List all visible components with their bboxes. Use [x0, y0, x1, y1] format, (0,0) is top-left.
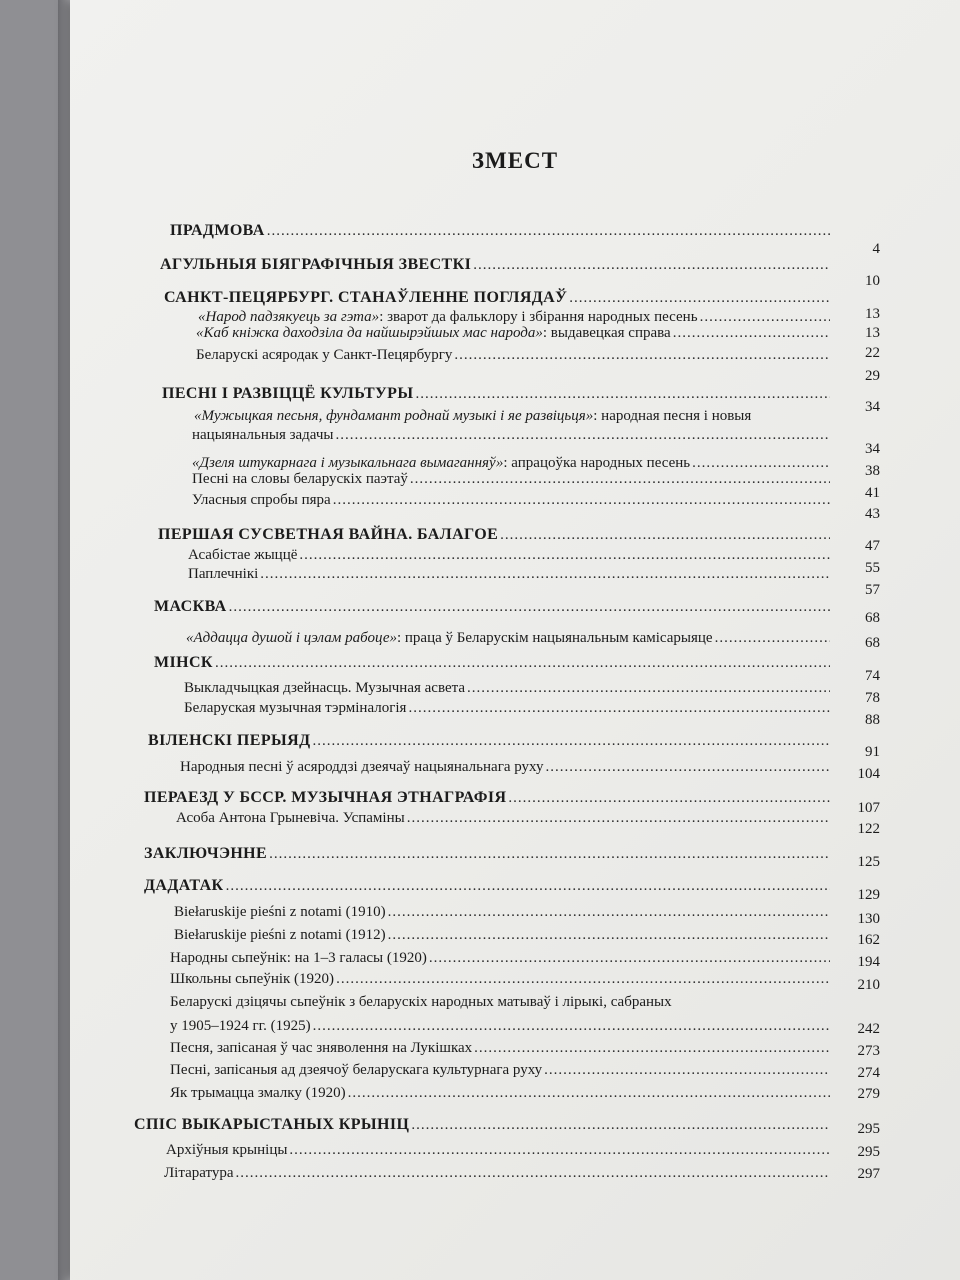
toc-entry-label: Народныя песні ў асяроддзі дзеячаў нацыянальнага руху	[180, 759, 544, 775]
toc-entry-label: Асабістае жыццё	[188, 547, 298, 563]
toc-entry	[166, 1141, 830, 1159]
toc-page-number: 130	[857, 911, 880, 927]
toc-entry-text	[164, 289, 567, 307]
toc-entry-italic-quote: «Каб кніжка даходзіла да найшырэйшых мас народа»	[196, 325, 543, 341]
toc-entry-text	[192, 426, 333, 444]
dot-leader	[388, 926, 830, 944]
dot-leader	[312, 732, 830, 750]
dot-leader	[546, 758, 831, 776]
toc-page-number: 273	[857, 1043, 880, 1059]
toc-entry-label: ПЕРШАЯ СУСВЕТНАЯ ВАЙНА. БАЛАГОЕ	[158, 526, 499, 543]
toc-entry-label: : народная песня і новыя	[593, 408, 752, 424]
dot-leader	[236, 1164, 830, 1182]
toc-entry	[194, 407, 830, 425]
toc-entry	[170, 1084, 830, 1102]
toc-entry	[170, 1017, 830, 1035]
toc-entry-text	[174, 903, 386, 921]
toc-page-number: 104	[857, 766, 880, 782]
toc-section-heading	[148, 732, 830, 750]
dot-leader	[673, 324, 830, 342]
toc-page-number: 13	[865, 306, 880, 322]
toc-entry-label: АГУЛЬНЫЯ БІЯГРАФІЧНЫЯ ЗВЕСТКІ	[160, 256, 472, 273]
dot-leader	[407, 809, 830, 827]
toc-entry-text	[192, 491, 331, 509]
toc-page-number: 47	[865, 538, 880, 554]
toc-section-heading	[158, 526, 830, 544]
dot-leader	[336, 970, 830, 988]
toc-entry-text	[170, 1061, 542, 1079]
toc-entry-label: Беларуская музычная тэрміналогія	[184, 700, 407, 716]
toc-entry-label: Песня, запісаная ў час зняволення на Лукішках	[170, 1040, 473, 1056]
toc-entry-label: Беларускі асяродак у Санкт-Пецярбургу	[196, 347, 453, 363]
dot-leader	[333, 491, 830, 509]
toc-entry-text	[196, 346, 452, 364]
toc-entry-text	[176, 809, 405, 827]
toc-page-number: 107	[857, 800, 880, 816]
toc-entry-label: МАСКВА	[154, 598, 227, 615]
dot-leader	[388, 903, 830, 921]
dot-leader	[229, 598, 830, 616]
toc-entry-label: : апрацоўка народных песень	[503, 455, 691, 471]
toc-entry-text	[170, 993, 672, 1011]
dot-leader	[500, 526, 830, 544]
toc-page-number: 125	[857, 854, 880, 870]
toc-entry-label: у 1905–1924 гг. (1925)	[170, 1018, 311, 1034]
toc-page-number: 242	[857, 1021, 880, 1037]
toc-entry-label: ДАДАТАК	[144, 877, 224, 894]
toc-entry-text	[180, 758, 544, 776]
toc-entry-label: Літаратура	[164, 1165, 234, 1181]
toc-page-number: 55	[865, 560, 880, 576]
toc-entry-text	[196, 324, 671, 342]
toc-entry	[176, 809, 830, 827]
toc-page-number: 194	[857, 954, 880, 970]
dot-leader	[569, 289, 830, 307]
toc-page-number: 38	[865, 463, 880, 479]
dot-leader	[473, 256, 830, 274]
toc-entry-text	[148, 732, 310, 750]
dot-leader	[415, 385, 830, 403]
dot-leader	[429, 949, 830, 967]
toc-page-number: 22	[865, 345, 880, 361]
toc-entry-text	[170, 970, 334, 988]
toc-page-number: 295	[857, 1121, 880, 1137]
toc-page-number: 122	[857, 821, 880, 837]
toc-entry	[196, 324, 830, 342]
toc-section-heading	[160, 256, 830, 274]
toc-entry-text	[194, 407, 751, 425]
toc-page-number: 297	[857, 1166, 880, 1182]
toc-section-heading	[162, 385, 830, 403]
toc-page-number: 29	[865, 368, 880, 384]
toc-entry	[188, 546, 830, 564]
toc-entry-text	[164, 1164, 234, 1182]
toc-section-heading	[164, 289, 830, 307]
toc-entry-label: Асоба Антона Грыневіча. Успаміны	[176, 810, 405, 826]
toc-entry-text	[170, 1039, 472, 1057]
dot-leader	[544, 1061, 830, 1079]
toc-page-number: 295	[857, 1144, 880, 1160]
dot-leader	[269, 845, 830, 863]
toc-entry-label: ЗАКЛЮЧЭННЕ	[144, 845, 268, 862]
toc-entry-text	[154, 654, 213, 672]
toc-entry-label: нацыянальныя задачы	[192, 427, 334, 443]
dot-leader	[348, 1084, 830, 1102]
toc-entry-text	[170, 222, 265, 240]
toc-entry	[196, 346, 830, 364]
toc-entry-label: Народны сьпеўнік: на 1–3 галасы (1920)	[170, 950, 427, 966]
toc-entry-label: : праца ў Беларускім нацыянальным камісарыяце	[396, 630, 713, 646]
toc-entry	[170, 949, 830, 967]
toc-entry-text	[170, 949, 427, 967]
toc-entry-text	[158, 526, 498, 544]
dot-leader	[313, 1017, 830, 1035]
dot-leader	[267, 222, 830, 240]
toc-entry-label: ПЕРАЕЗД У БССР. МУЗЫЧНАЯ ЭТНАГРАФІЯ	[144, 789, 507, 806]
toc-page-number: 210	[857, 977, 880, 993]
toc-entry-italic-quote: «Мужыцкая песьня, фундамант роднай музыкі і яе развіцьця»	[194, 408, 594, 424]
toc-entry	[192, 470, 830, 488]
toc-entry-label: МІНСК	[154, 654, 213, 671]
toc-section-heading	[144, 877, 830, 895]
toc-entry-label: ВІЛЕНСКІ ПЕРЫЯД	[148, 732, 311, 749]
toc-page-number: 279	[857, 1086, 880, 1102]
dot-leader	[410, 470, 830, 488]
toc-entry-text	[162, 385, 413, 403]
toc-page-number: 274	[857, 1065, 880, 1081]
toc-entry-text	[170, 1017, 311, 1035]
toc-entry	[170, 1061, 830, 1079]
toc-entry-label: Як трымацца змалку (1920)	[170, 1085, 346, 1101]
toc-page-number: 129	[857, 887, 880, 903]
toc-entry-italic-quote: «Аддацца душой і цэлам рабоце»	[186, 630, 397, 646]
toc-entry-text	[166, 1141, 287, 1159]
dot-leader	[335, 426, 830, 444]
toc-entry	[186, 629, 830, 647]
toc-entry	[184, 679, 830, 697]
toc-entry-text	[170, 1084, 346, 1102]
toc-entry	[188, 565, 830, 583]
dot-leader	[299, 546, 830, 564]
dot-leader	[260, 565, 830, 583]
toc-entry-text	[188, 565, 258, 583]
toc-entry-text	[144, 789, 506, 807]
toc-page-number: 13	[865, 325, 880, 341]
toc-section-heading	[144, 789, 830, 807]
toc-page-number: 74	[865, 668, 880, 684]
toc-page-number: 57	[865, 582, 880, 598]
toc-entry-text	[144, 845, 267, 863]
toc-entry	[184, 699, 830, 717]
toc-entry-text	[160, 256, 471, 274]
toc-entry	[170, 993, 830, 1011]
toc-entry	[174, 903, 830, 921]
toc-page-number: 68	[865, 610, 880, 626]
toc-section-heading	[170, 222, 830, 240]
dot-leader	[411, 1116, 830, 1134]
toc-entry-text	[184, 679, 465, 697]
toc-entry-text	[184, 699, 406, 717]
dot-leader	[215, 654, 830, 672]
toc-entry-label: ПЕСНІ І РАЗВІЦЦЁ КУЛЬТУРЫ	[162, 385, 414, 402]
dot-leader	[408, 699, 830, 717]
dot-leader	[454, 346, 830, 364]
page-title: ЗМЕСТ	[471, 148, 559, 173]
toc-entry-label: Biełaruskije pieśni z notami (1912)	[174, 927, 386, 943]
toc-entry-label: ПРАДМОВА	[170, 222, 265, 239]
book-page	[70, 0, 960, 1280]
toc-entry-italic-quote: «Дзеля штукарнага і музыкальнага вымаганняў»	[192, 455, 504, 471]
toc-entry-label: Архіўныя крыніцы	[166, 1142, 288, 1158]
toc-entry	[180, 758, 830, 776]
toc-entry	[170, 970, 830, 988]
toc-page-number: 91	[865, 744, 880, 760]
toc-entry-label: САНКТ-ПЕЦЯРБУРГ. СТАНАЎЛЕННЕ ПОГЛЯДАЎ	[164, 289, 568, 306]
toc-section-heading	[154, 654, 830, 672]
toc-entry-label: СПІС ВЫКАРЫСТАНЫХ КРЫНІЦ	[134, 1116, 410, 1133]
toc-entry-label: Выкладчыцкая дзейнасць. Музычная асвета	[184, 680, 466, 696]
toc-section-heading	[134, 1116, 830, 1134]
toc-page-number: 68	[865, 635, 880, 651]
toc-entry	[192, 491, 830, 509]
toc-entry	[164, 1164, 830, 1182]
toc-section-heading	[154, 598, 830, 616]
toc-page-number: 78	[865, 690, 880, 706]
toc-entry	[192, 426, 830, 444]
toc-entry-text	[188, 546, 297, 564]
toc-entry-label: Беларускі дзіцячы сьпеўнік з беларускіх народных матываў і лірыкі, сабраных	[170, 994, 672, 1010]
toc-entry-label: : выдавецкая справа	[542, 325, 671, 341]
toc-page-number: 43	[865, 506, 880, 522]
toc-entry-text	[134, 1116, 409, 1134]
toc-page-number: 34	[865, 399, 880, 415]
toc-page-number: 162	[857, 932, 880, 948]
dot-leader	[715, 629, 830, 647]
toc-entry-text	[192, 470, 408, 488]
dot-leader	[508, 789, 830, 807]
dot-leader	[289, 1141, 830, 1159]
toc-section-heading	[144, 845, 830, 863]
dot-leader	[226, 877, 830, 895]
toc-entry-text	[144, 877, 224, 895]
toc-entry-label: Biełaruskije pieśni z notami (1910)	[174, 904, 386, 920]
toc-entry-label: Песні на словы беларускіх паэтаў	[192, 471, 408, 487]
toc-page-number: 4	[872, 241, 880, 257]
toc-entry	[174, 926, 830, 944]
dot-leader	[474, 1039, 830, 1057]
toc-page-number: 41	[865, 485, 880, 501]
toc-entry-label: : зварот да фальклору і збірання народных песень	[379, 309, 698, 325]
toc-entry-text	[154, 598, 227, 616]
dot-leader	[467, 679, 830, 697]
toc-entry	[170, 1039, 830, 1057]
toc-entry-text	[186, 629, 713, 647]
toc-entry-label: Школьны сьпеўнік (1920)	[170, 971, 335, 987]
toc-entry-label: Песні, запісаныя ад дзеячоў беларускага культурнага руху	[170, 1062, 543, 1078]
toc-page-number: 88	[865, 712, 880, 728]
toc-entry-italic-quote: «Народ падзякуець за гэта»	[198, 309, 380, 325]
toc-entry-text	[174, 926, 386, 944]
toc-page-number: 34	[865, 441, 880, 457]
toc-page-number: 10	[865, 273, 880, 289]
toc-entry-label: Паплечнікі	[188, 566, 259, 582]
toc-entry-label: Уласныя спробы пяра	[192, 492, 331, 508]
